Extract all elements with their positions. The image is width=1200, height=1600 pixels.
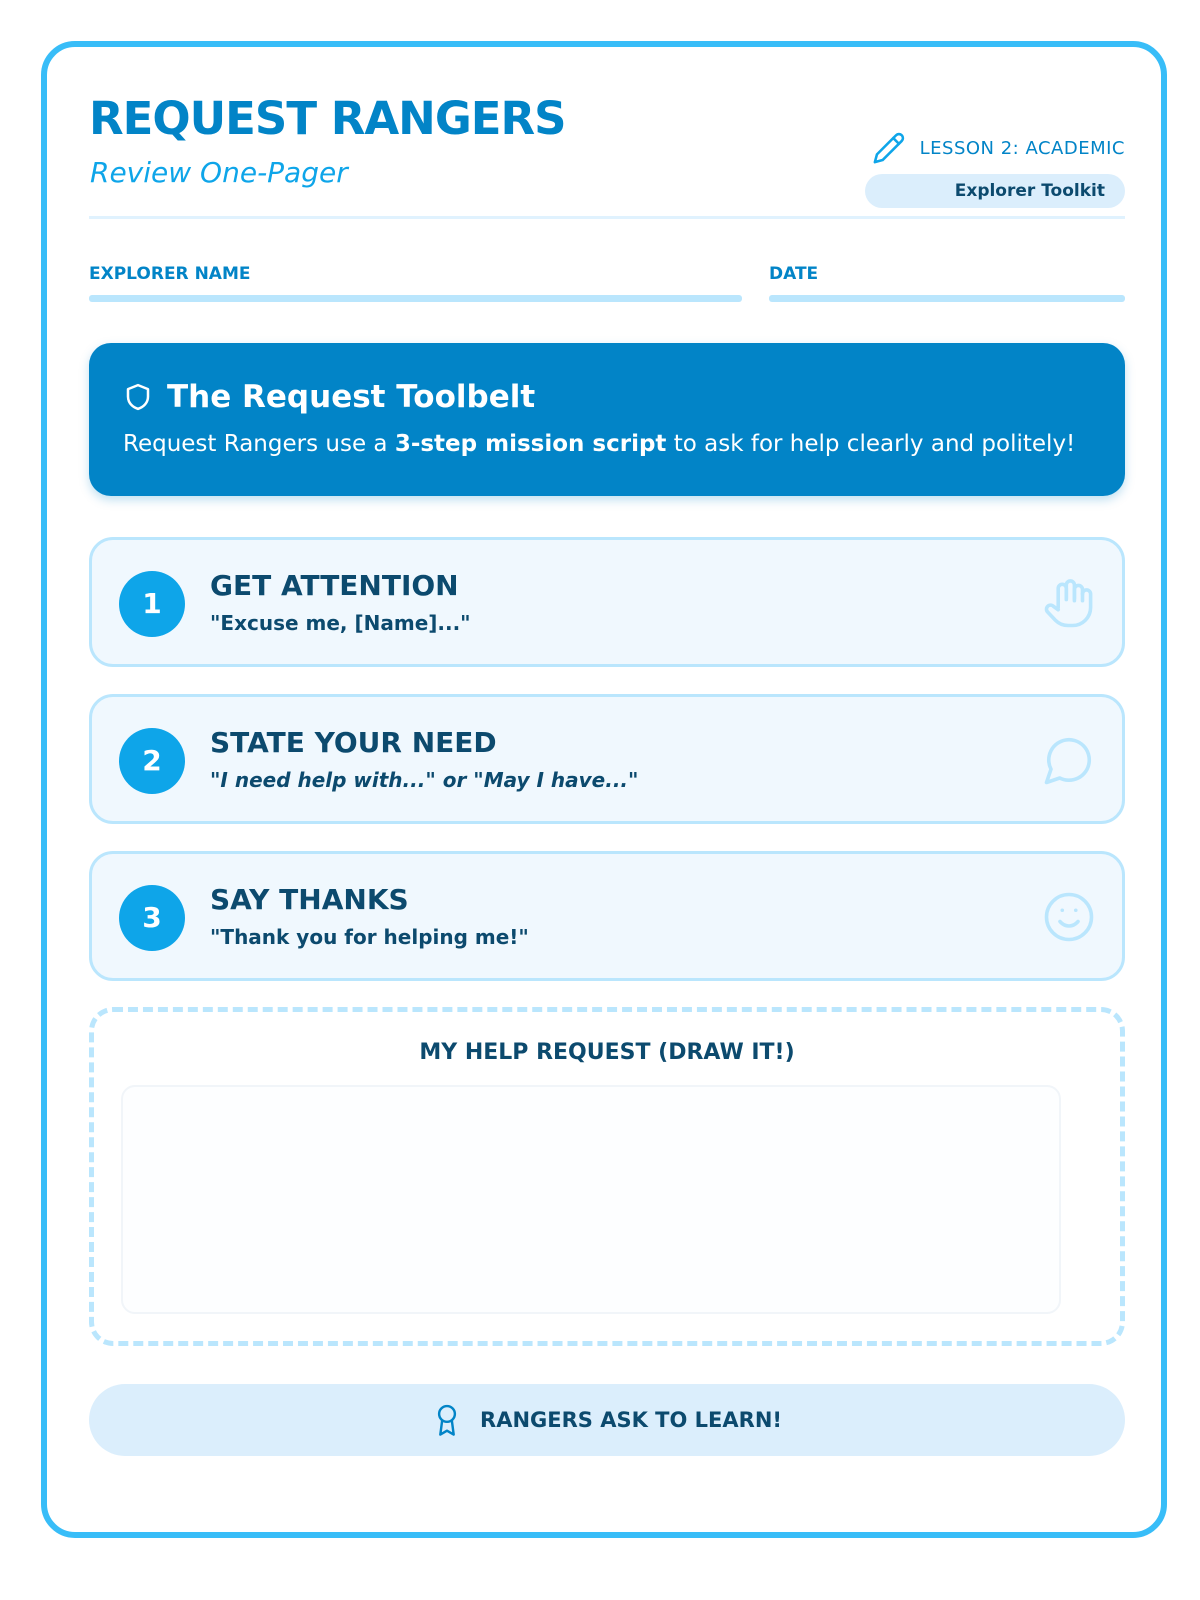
step-title: GET ATTENTION xyxy=(210,569,459,602)
help-request-title: MY HELP REQUEST (DRAW IT!) xyxy=(419,1040,795,1065)
drawing-area[interactable] xyxy=(121,1085,1061,1314)
explorer-name-label: EXPLORER NAME xyxy=(89,264,251,284)
toolbelt-banner xyxy=(89,343,1125,496)
step-quote: "I need help with..." or "May I have..." xyxy=(210,768,639,792)
toolbelt-heading xyxy=(123,379,1091,415)
date-label: DATE xyxy=(769,264,819,284)
step-quote: "Excuse me, [Name]..." xyxy=(210,611,471,635)
lesson-text: LESSON 2: ACADEMIC xyxy=(919,137,1125,159)
step-number-badge: 1 xyxy=(119,571,185,637)
toolbelt-title: The Request Toolbelt xyxy=(167,379,536,415)
award-ribbon-icon xyxy=(432,1403,462,1437)
toolbelt-text-bold: 3-step mission script xyxy=(394,431,667,457)
step-number-badge: 3 xyxy=(119,885,185,951)
step-title: STATE YOUR NEED xyxy=(210,726,497,759)
footer-label: RANGERS ASK TO LEARN! xyxy=(480,1408,782,1432)
help-request-section xyxy=(89,1007,1125,1346)
step-card-2 xyxy=(89,694,1125,824)
explorer-name-field[interactable] xyxy=(89,295,742,302)
pencil-icon xyxy=(872,131,906,165)
step-quote: "Thank you for helping me!" xyxy=(210,925,529,949)
speech-bubble-icon xyxy=(1042,733,1096,787)
footer-banner xyxy=(89,1384,1125,1456)
toolbelt-description xyxy=(123,429,1091,459)
header xyxy=(89,87,1125,227)
step-card-3 xyxy=(89,851,1125,981)
raised-hand-icon xyxy=(1042,576,1096,630)
smiley-icon xyxy=(1042,890,1096,944)
page-subtitle: Review One-Pager xyxy=(90,156,348,189)
date-field[interactable] xyxy=(769,295,1125,302)
worksheet-card xyxy=(41,41,1167,1538)
shield-icon xyxy=(123,382,153,412)
header-divider xyxy=(89,216,1125,219)
page-title: REQUEST RANGERS xyxy=(89,92,566,145)
step-number-badge: 2 xyxy=(119,728,185,794)
toolbelt-text-before: Request Rangers use a xyxy=(123,431,395,457)
step-card-1 xyxy=(89,537,1125,667)
toolkit-badge: Explorer Toolkit xyxy=(865,174,1125,208)
lesson-label xyxy=(872,131,1125,165)
toolbelt-text-after: to ask for help clearly and politely! xyxy=(666,431,1076,457)
step-title: SAY THANKS xyxy=(210,883,409,916)
